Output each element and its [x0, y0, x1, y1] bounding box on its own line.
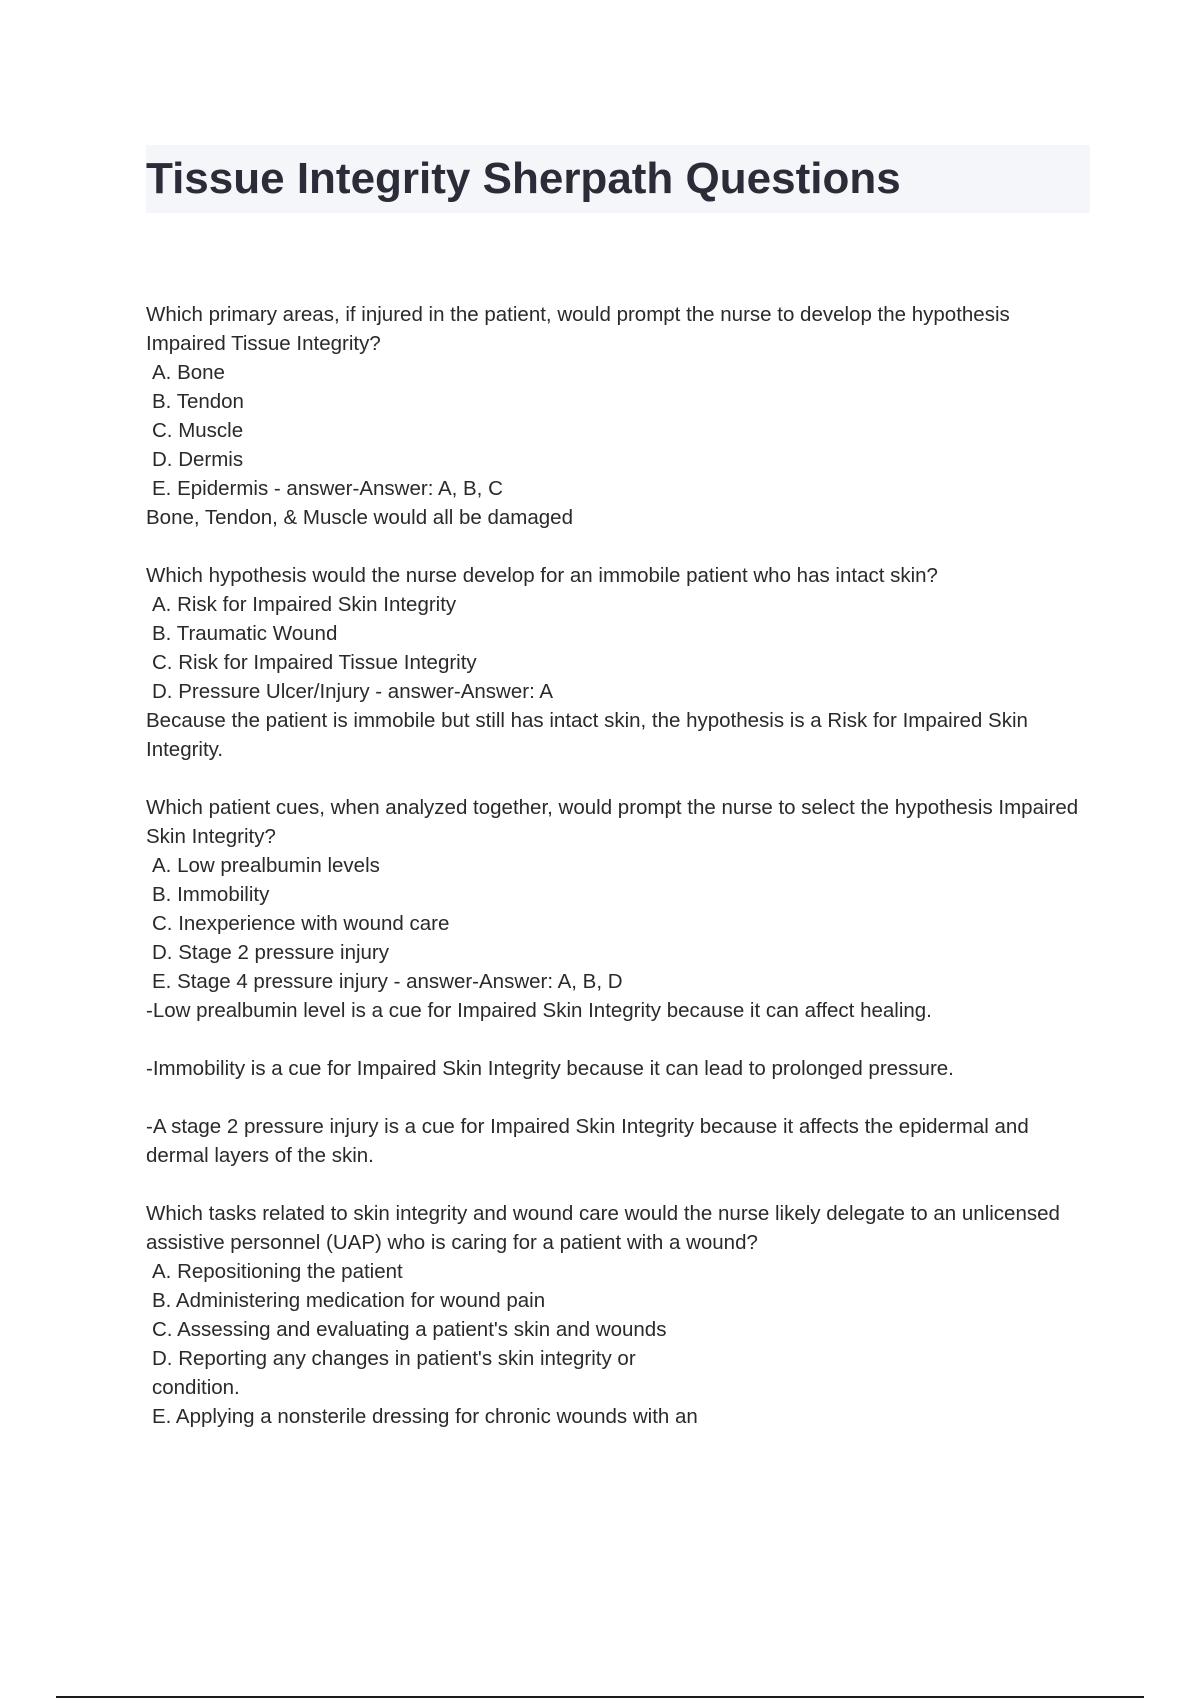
answer-rationale: -Low prealbumin level is a cue for Impaired Skin Integrity because it can affect healing. — [146, 999, 932, 1022]
question-stem: Which patient cues, when analyzed together, would prompt the nurse to select the hypothesis Impaired Skin Integrity? — [146, 796, 1079, 848]
answer-rationale: Because the patient is immobile but still has intact skin, the hypothesis is a Risk for Impaired Skin Integrity. — [146, 709, 1028, 761]
option-d: D. Dermis — [152, 448, 244, 471]
option-d-continued: condition. — [152, 1376, 240, 1399]
option-e-answer: E. Epidermis - answer-Answer: A, B, C — [152, 477, 503, 500]
rationale-block — [146, 1112, 1086, 1170]
option-b: B. Traumatic Wound — [152, 622, 338, 645]
option-d-answer: D. Pressure Ulcer/Injury - answer-Answer: A — [152, 680, 554, 703]
page-title: Tissue Integrity Sherpath Questions — [146, 154, 901, 203]
option-c: C. Assessing and evaluating a patient's skin and wounds — [152, 1318, 667, 1341]
questions-content — [146, 300, 1086, 1460]
option-a: A. Risk for Impaired Skin Integrity — [152, 593, 457, 616]
option-b: B. Administering medication for wound pain — [152, 1289, 546, 1312]
rationale-block — [146, 1054, 1086, 1083]
option-e-answer: E. Stage 4 pressure injury - answer-Answer: A, B, D — [152, 970, 623, 993]
option-d: D. Reporting any changes in patient's skin integrity or — [152, 1347, 636, 1370]
option-b: B. Immobility — [152, 883, 270, 906]
option-a: A. Repositioning the patient — [152, 1260, 403, 1283]
question-stem: Which hypothesis would the nurse develop for an immobile patient who has intact skin? — [146, 564, 938, 587]
option-c: C. Risk for Impaired Tissue Integrity — [152, 651, 477, 674]
option-e: E. Applying a nonsterile dressing for chronic wounds with an — [152, 1405, 698, 1428]
option-b: B. Tendon — [152, 390, 244, 413]
question-block-1 — [146, 300, 1086, 532]
option-d: D. Stage 2 pressure injury — [152, 941, 390, 964]
option-a: A. Bone — [152, 361, 225, 384]
answer-rationale: -Immobility is a cue for Impaired Skin Integrity because it can lead to prolonged pressure. — [146, 1057, 954, 1080]
question-block-3 — [146, 793, 1086, 1025]
option-c: C. Inexperience with wound care — [152, 912, 450, 935]
question-stem: Which tasks related to skin integrity and wound care would the nurse likely delegate to an unlicensed assistive personnel (UAP) who is caring for a patient with a wound? — [146, 1202, 1060, 1254]
question-stem: Which primary areas, if injured in the patient, would prompt the nurse to develop the hypothesis Impaired Tissue Integrity? — [146, 303, 1010, 355]
footer-divider — [56, 1696, 1144, 1698]
answer-rationale: -A stage 2 pressure injury is a cue for Impaired Skin Integrity because it affects the epidermal and dermal layers of the skin. — [146, 1115, 1029, 1167]
question-block-4 — [146, 1199, 1086, 1431]
question-block-2 — [146, 561, 1086, 764]
answer-rationale: Bone, Tendon, & Muscle would all be damaged — [146, 506, 573, 529]
option-c: C. Muscle — [152, 419, 244, 442]
option-a: A. Low prealbumin levels — [152, 854, 380, 877]
